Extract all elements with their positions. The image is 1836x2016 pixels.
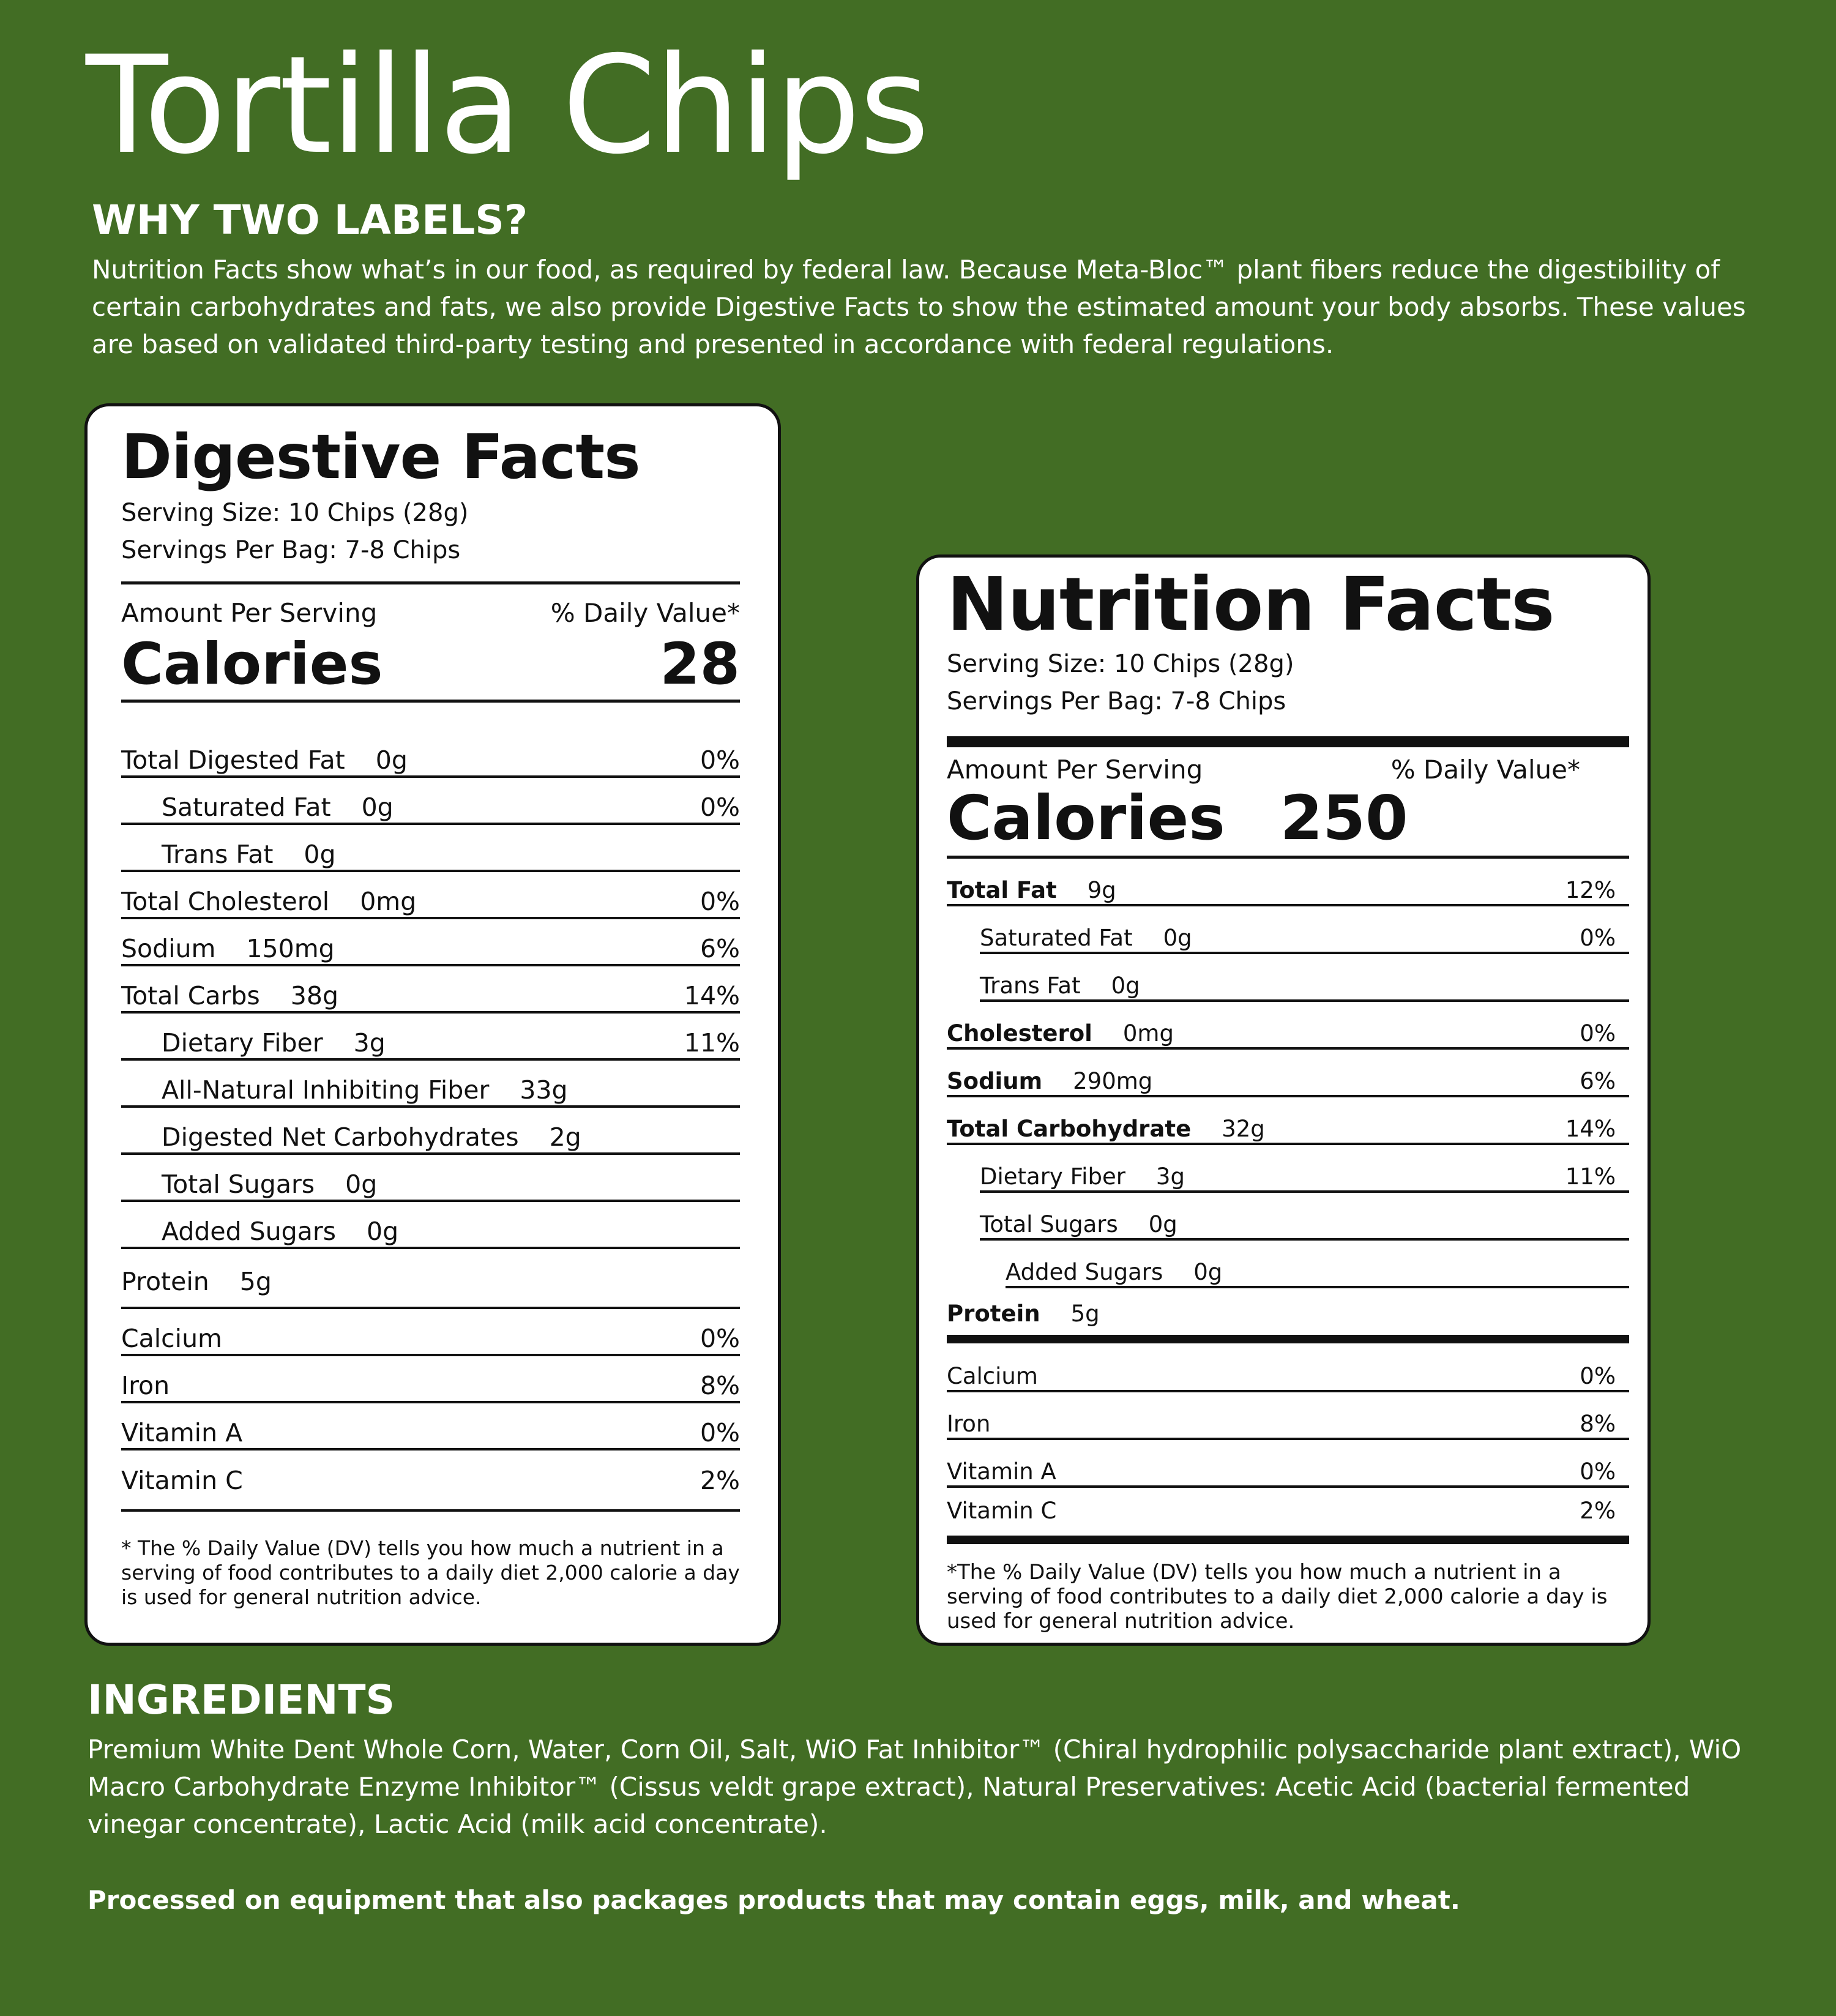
nutrient-name: All-Natural Inhibiting Fiber (162, 1075, 490, 1105)
nutrition-row-total-sugars (980, 1193, 1629, 1241)
nutrient-name: Total Sugars (162, 1170, 315, 1200)
nutrient-name: Calcium (121, 1324, 223, 1354)
nutrient-name: Total Carbs (121, 981, 260, 1011)
nutrition-row-vitamin-a (947, 1440, 1629, 1488)
digestive-row-added-sugars (121, 1202, 740, 1249)
digestive-amount-label: Amount Per Serving (121, 598, 378, 628)
nutrient-name: Digested Net Carbohydrates (162, 1122, 519, 1152)
nutrient-amount: 290mg (1073, 1068, 1153, 1094)
digestive-row-total-cholesterol (121, 872, 740, 919)
page-title: Tortilla Chips (86, 27, 928, 184)
nutrient-amount: 3g (1155, 1163, 1185, 1190)
digestive-row-vitamin-c (121, 1450, 740, 1512)
why-two-labels-heading: WHY TWO LABELS? (92, 196, 528, 244)
nutrient-name: Calcium (947, 1363, 1038, 1389)
digestive-calories-row (121, 628, 740, 703)
nutrient-dv: 11% (684, 1028, 740, 1058)
nutrient-dv: 0% (700, 745, 740, 775)
nutrition-row-total-fat (947, 859, 1629, 906)
nutrition-facts-title: Nutrition Facts (947, 562, 1554, 648)
nutrition-amount-label: Amount Per Serving (947, 755, 1203, 785)
nutrition-row-vitamin-c (947, 1488, 1629, 1544)
nutrition-facts-label (916, 554, 1651, 1646)
nutrient-name: Dietary Fiber (162, 1028, 323, 1058)
nutrient-name: Vitamin A (121, 1418, 243, 1448)
digestive-calories-label: Calories (121, 631, 383, 698)
nutrition-thick-divider (947, 736, 1629, 747)
nutrition-servings-per-bag: Servings Per Bag: 7-8 Chips (947, 687, 1286, 715)
nutrient-dv: 2% (700, 1466, 740, 1496)
nutrient-amount: 2g (549, 1122, 581, 1152)
digestive-calories-value: 28 (660, 631, 740, 698)
nutrition-row-iron (947, 1392, 1629, 1440)
nutrient-amount: 0g (367, 1217, 399, 1247)
nutrient-dv: 8% (1580, 1411, 1616, 1437)
digestive-dv-label: % Daily Value* (550, 598, 740, 628)
nutrient-dv: 12% (1565, 877, 1616, 903)
nutrition-footnote: *The % Daily Value (DV) tells you how much a nutrient in a serving of food contributes to a daily diet 2,000 calorie a day is used for general nutrition advice. (947, 1560, 1608, 1633)
nutrition-row-trans-fat (980, 954, 1629, 1002)
nutrient-amount: 5g (239, 1267, 272, 1297)
nutrition-row-added-sugars (1006, 1241, 1629, 1288)
nutrient-amount: 33g (520, 1075, 568, 1105)
nutrition-calories-row (947, 782, 1629, 859)
nutrient-dv: 8% (700, 1371, 740, 1401)
nutrient-dv: 0% (1580, 1363, 1616, 1389)
nutrient-name: Saturated Fat (162, 793, 331, 823)
nutrient-name: Added Sugars (1006, 1259, 1163, 1285)
digestive-facts-label (84, 403, 781, 1646)
digestive-servings-per-bag: Servings Per Bag: 7-8 Chips (121, 536, 461, 564)
nutrient-name: Total Fat (947, 877, 1057, 903)
nutrient-name: Protein (121, 1267, 209, 1297)
digestive-row-vitamin-a (121, 1403, 740, 1450)
nutrient-name: Vitamin C (121, 1466, 243, 1496)
nutrition-row-calcium (947, 1343, 1629, 1392)
nutrient-amount: 9g (1087, 877, 1116, 903)
nutrient-name: Iron (947, 1411, 991, 1437)
nutrient-name: Dietary Fiber (980, 1163, 1125, 1190)
nutrient-amount: 0g (1111, 973, 1140, 999)
digestive-footnote: * The % Daily Value (DV) tells you how much a nutrient in a serving of food contributes to a daily diet 2,000 calorie a day is used for general nutrition advice. (121, 1536, 740, 1610)
nutrition-calories-label: Calories (947, 782, 1225, 854)
nutrient-name: Trans Fat (162, 840, 274, 870)
nutrient-amount: 0g (345, 1170, 378, 1200)
nutrition-nutrient-rows (947, 859, 1629, 1544)
nutrient-name: Protein (947, 1301, 1040, 1327)
nutrient-amount: 150mg (246, 934, 335, 964)
nutrient-amount: 3g (353, 1028, 386, 1058)
nutrient-name: Saturated Fat (980, 925, 1133, 951)
digestive-row-net-carbs (121, 1108, 740, 1155)
nutrient-name: Trans Fat (980, 973, 1081, 999)
digestive-row-protein (121, 1249, 740, 1309)
digestive-serving-size: Serving Size: 10 Chips (28g) (121, 499, 469, 527)
nutrient-amount: 0g (1148, 1211, 1177, 1238)
nutrient-amount: 0g (361, 793, 394, 823)
nutrition-serving-size: Serving Size: 10 Chips (28g) (947, 650, 1294, 678)
digestive-row-total-carbs (121, 966, 740, 1014)
digestive-row-dietary-fiber (121, 1014, 740, 1061)
nutrient-amount: 0mg (360, 887, 417, 917)
nutrient-name: Total Digested Fat (121, 745, 345, 775)
nutrient-dv: 2% (1580, 1498, 1616, 1524)
nutrient-name: Sodium (947, 1068, 1043, 1094)
nutrient-dv: 6% (1580, 1068, 1616, 1094)
nutrition-row-dietary-fiber (980, 1145, 1629, 1193)
nutrient-dv: 0% (700, 887, 740, 917)
nutrient-dv: 14% (684, 981, 740, 1011)
digestive-row-calcium (121, 1309, 740, 1356)
nutrition-amount-header (947, 755, 1629, 785)
nutrient-amount: 0g (1163, 925, 1192, 951)
nutrition-row-saturated-fat (980, 906, 1629, 954)
nutrition-calories-value: 250 (1280, 782, 1408, 854)
nutrition-row-cholesterol (947, 1002, 1629, 1050)
nutrient-amount: 5g (1070, 1301, 1100, 1327)
nutrient-amount: 32g (1222, 1116, 1265, 1142)
nutrient-dv: 0% (1580, 1458, 1616, 1485)
digestive-nutrient-rows (121, 731, 740, 1512)
nutrient-name: Vitamin C (947, 1498, 1057, 1524)
nutrient-name: Total Carbohydrate (947, 1116, 1192, 1142)
nutrient-amount: 0g (375, 745, 408, 775)
nutrient-dv: 14% (1565, 1116, 1616, 1142)
nutrient-dv: 0% (1580, 1020, 1616, 1047)
digestive-row-sodium (121, 919, 740, 966)
nutrient-name: Cholesterol (947, 1020, 1092, 1047)
nutrition-row-sodium (947, 1050, 1629, 1097)
ingredients-text: Premium White Dent Whole Corn, Water, Corn Oil, Salt, WiO Fat Inhibitor™ (Chiral hydrophilic polysaccharide plant extract), WiO Macro Carbohydrate Enzyme Inhibitor™ (Cissus veldt grape extract), Natural Preservatives: Acetic Acid (bacterial fermented vinegar concentrate), Lactic Acid (milk acid concentrate). (88, 1734, 1742, 1839)
digestive-row-inhibiting-fiber (121, 1061, 740, 1108)
nutrition-facts-inner (947, 558, 1629, 1643)
nutrient-dv: 0% (700, 1418, 740, 1448)
digestive-amount-header (121, 581, 740, 628)
nutrient-dv: 0% (700, 1324, 740, 1354)
nutrient-dv: 0% (1580, 925, 1616, 951)
why-two-labels-text: Nutrition Facts show what’s in our food, as required by federal law. Because Meta-Bloc™ plant fibers reduce the digestibility of certain carbohydrates and fats, we also provide Digestive Facts to show the estimated amount your body absorbs. These values are based on validated third-party testing and presented in accordance with federal regulations. (92, 255, 1746, 359)
digestive-facts-title: Digestive Facts (121, 421, 640, 493)
nutrient-amount: 0g (304, 840, 336, 870)
nutrient-dv: 6% (700, 934, 740, 964)
nutrient-dv: 0% (700, 793, 740, 823)
nutrient-name: Vitamin A (947, 1458, 1056, 1485)
nutrient-name: Total Sugars (980, 1211, 1118, 1238)
nutrition-row-protein (947, 1288, 1629, 1343)
nutrient-name: Added Sugars (162, 1217, 337, 1247)
digestive-row-trans-fat (121, 825, 740, 872)
nutrient-amount: 38g (290, 981, 338, 1011)
nutrient-dv: 11% (1565, 1163, 1616, 1190)
nutrient-name: Total Cholesterol (121, 887, 330, 917)
nutrition-dv-label: % Daily Value* (1390, 755, 1580, 785)
digestive-row-total-sugars (121, 1155, 740, 1202)
digestive-row-iron (121, 1356, 740, 1403)
allergen-statement: Processed on equipment that also packages products that may contain eggs, milk, and wheat. (88, 1885, 1460, 1915)
nutrient-amount: 0g (1193, 1259, 1223, 1285)
ingredients-heading: INGREDIENTS (88, 1676, 395, 1723)
nutrition-row-total-carbohydrate (947, 1097, 1629, 1145)
nutrient-amount: 0mg (1122, 1020, 1174, 1047)
nutrient-name: Sodium (121, 934, 216, 964)
digestive-row-total-digested-fat (121, 731, 740, 778)
digestive-facts-inner (121, 406, 740, 1643)
nutrient-name: Iron (121, 1371, 170, 1401)
digestive-row-saturated-fat (121, 778, 740, 825)
